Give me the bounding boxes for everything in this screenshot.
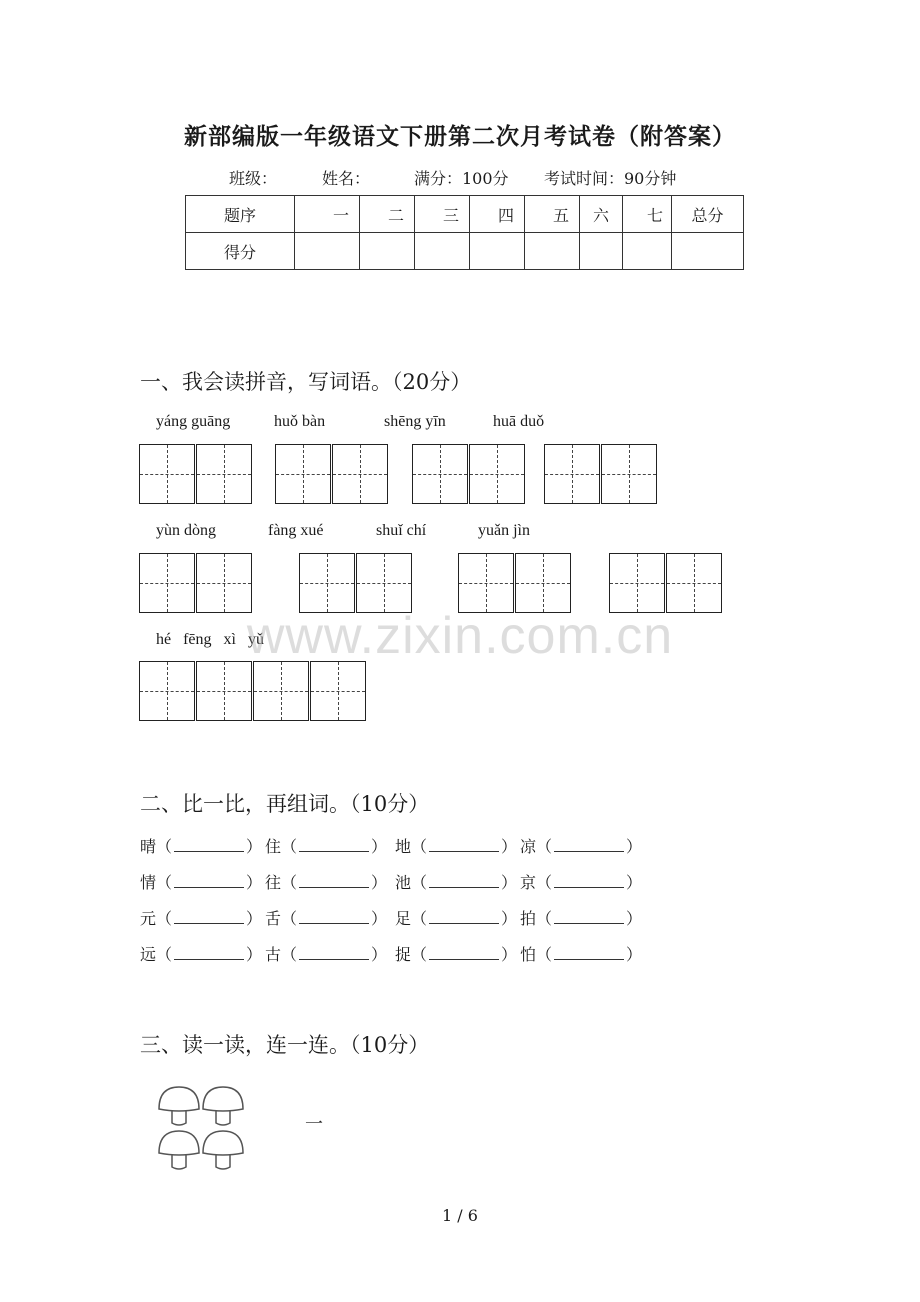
close-paren: ） [371, 873, 388, 892]
open-paren: （ [411, 909, 428, 928]
pinyin-label: huǒ bàn [274, 413, 326, 430]
compare-character: 晴 [140, 837, 157, 856]
score-header-cell: 五 [525, 196, 580, 233]
compare-item [395, 942, 517, 965]
number-character: 一 [305, 1114, 323, 1135]
writing-grid-box[interactable] [469, 444, 525, 504]
open-paren: （ [281, 945, 298, 964]
compare-item [140, 834, 262, 857]
open-paren: （ [281, 837, 298, 856]
writing-grid-box[interactable] [299, 553, 355, 613]
compare-item [520, 942, 642, 965]
pinyin-label: hé fēng xì yǔ [156, 631, 264, 648]
close-paren: ） [246, 945, 263, 964]
compare-character: 元 [140, 909, 157, 928]
open-paren: （ [411, 873, 428, 892]
score-header-cell: 六 [580, 196, 623, 233]
compare-item [395, 834, 517, 857]
answer-blank[interactable] [554, 909, 624, 924]
mushroom-group-image [155, 1083, 251, 1175]
compare-character: 足 [395, 909, 412, 928]
compare-item [520, 834, 642, 857]
pinyin-label: shuǐ chí [376, 522, 427, 539]
answer-blank[interactable] [299, 909, 369, 924]
close-paren: ） [501, 909, 518, 928]
close-paren: ） [501, 873, 518, 892]
close-paren: ） [246, 873, 263, 892]
compare-character: 凉 [520, 837, 537, 856]
score-row-label: 得分 [186, 233, 295, 270]
section1-heading: 一、我会读拼音，写词语。（20分） [140, 370, 472, 394]
writing-grid-box[interactable] [544, 444, 600, 504]
compare-character: 往 [265, 873, 282, 892]
answer-blank[interactable] [554, 837, 624, 852]
close-paren: ） [246, 909, 263, 928]
pinyin-label: shēng yīn [384, 413, 446, 430]
compare-item [140, 942, 262, 965]
score-header-cell: 一 [295, 196, 360, 233]
writing-grid-box[interactable] [139, 444, 195, 504]
close-paren: ） [501, 945, 518, 964]
answer-blank[interactable] [174, 873, 244, 888]
compare-item [265, 870, 387, 893]
open-paren: （ [411, 945, 428, 964]
compare-character: 古 [265, 945, 282, 964]
answer-blank[interactable] [429, 945, 499, 960]
answer-blank[interactable] [299, 945, 369, 960]
writing-grid-box[interactable] [139, 661, 195, 721]
score-header-cell: 题序 [186, 196, 295, 233]
score-cell[interactable] [295, 233, 360, 270]
score-header-cell: 四 [470, 196, 525, 233]
close-paren: ） [626, 945, 643, 964]
score-cell[interactable] [623, 233, 672, 270]
full-score: 满分：100分 [414, 169, 509, 188]
watermark: www.zixin.com.cn [246, 607, 674, 665]
writing-grid-box[interactable] [196, 444, 252, 504]
compare-item [265, 834, 387, 857]
section2-heading: 二、比一比，再组词。（10分） [140, 792, 430, 816]
pinyin-label: fàng xué [268, 522, 324, 539]
compare-character: 情 [140, 873, 157, 892]
answer-blank[interactable] [299, 873, 369, 888]
mushroom-icon [159, 1087, 199, 1125]
close-paren: ） [501, 837, 518, 856]
open-paren: （ [536, 837, 553, 856]
compare-item [520, 906, 642, 929]
score-header-cell: 二 [360, 196, 415, 233]
score-header-cell: 七 [623, 196, 672, 233]
mushroom-icon [203, 1131, 243, 1169]
close-paren: ） [626, 909, 643, 928]
writing-grid-box[interactable] [412, 444, 468, 504]
pinyin-label: yáng guāng [156, 413, 231, 430]
writing-grid-box[interactable] [139, 553, 195, 613]
compare-character: 池 [395, 873, 412, 892]
writing-grid-box[interactable] [196, 661, 252, 721]
score-cell[interactable] [525, 233, 580, 270]
open-paren: （ [156, 909, 173, 928]
score-table-score-row [186, 233, 744, 270]
compare-character: 京 [520, 873, 537, 892]
compare-item [520, 870, 642, 893]
open-paren: （ [156, 945, 173, 964]
answer-blank[interactable] [429, 837, 499, 852]
compare-character: 地 [395, 837, 412, 856]
compare-item [265, 942, 387, 965]
score-table [185, 195, 744, 270]
writing-grid-box[interactable] [310, 661, 366, 721]
writing-grid-box[interactable] [458, 553, 514, 613]
open-paren: （ [536, 909, 553, 928]
writing-grid-box[interactable] [515, 553, 571, 613]
answer-blank[interactable] [174, 909, 244, 924]
compare-item [140, 870, 262, 893]
score-cell[interactable] [672, 233, 744, 270]
close-paren: ） [626, 837, 643, 856]
score-cell[interactable] [415, 233, 470, 270]
page-number: 1 / 6 [442, 1206, 478, 1225]
compare-character: 拍 [520, 909, 537, 928]
writing-grid-box[interactable] [332, 444, 388, 504]
exam-title: 新部编版一年级语文下册第二次月考试卷（附答案） [184, 123, 736, 150]
open-paren: （ [411, 837, 428, 856]
open-paren: （ [536, 873, 553, 892]
writing-grid-box[interactable] [275, 444, 331, 504]
score-table-header-row [186, 196, 744, 233]
writing-grid-box[interactable] [196, 553, 252, 613]
compare-item [395, 870, 517, 893]
name-label: 姓名： [322, 169, 371, 188]
answer-blank[interactable] [429, 909, 499, 924]
close-paren: ） [371, 837, 388, 856]
writing-grid-box[interactable] [253, 661, 309, 721]
answer-blank[interactable] [174, 945, 244, 960]
answer-blank[interactable] [554, 945, 624, 960]
pinyin-label: huā duǒ [493, 413, 545, 430]
answer-blank[interactable] [429, 873, 499, 888]
close-paren: ） [246, 837, 263, 856]
score-header-cell: 总分 [672, 196, 744, 233]
pinyin-label: yuǎn jìn [478, 522, 530, 539]
compare-item [395, 906, 517, 929]
open-paren: （ [281, 873, 298, 892]
compare-character: 远 [140, 945, 157, 964]
writing-grid-box[interactable] [356, 553, 412, 613]
class-label: 班级： [229, 169, 278, 188]
score-header-cell: 三 [415, 196, 470, 233]
score-cell[interactable] [360, 233, 415, 270]
section3-heading: 三、读一读，连一连。（10分） [140, 1033, 430, 1057]
score-cell[interactable] [580, 233, 623, 270]
close-paren: ） [371, 909, 388, 928]
compare-character: 捉 [395, 945, 412, 964]
writing-grid-box[interactable] [666, 553, 722, 613]
mushroom-icon [159, 1131, 199, 1169]
exam-time: 考试时间：90分钟 [544, 169, 677, 188]
pinyin-label: yùn dòng [156, 522, 216, 539]
answer-blank[interactable] [174, 837, 244, 852]
open-paren: （ [156, 873, 173, 892]
answer-blank[interactable] [299, 837, 369, 852]
compare-item [265, 906, 387, 929]
answer-blank[interactable] [554, 873, 624, 888]
close-paren: ） [371, 945, 388, 964]
open-paren: （ [281, 909, 298, 928]
close-paren: ） [626, 873, 643, 892]
open-paren: （ [156, 837, 173, 856]
compare-character: 舌 [265, 909, 282, 928]
writing-grid-box[interactable] [609, 553, 665, 613]
open-paren: （ [536, 945, 553, 964]
compare-item [140, 906, 262, 929]
score-cell[interactable] [470, 233, 525, 270]
compare-character: 住 [265, 837, 282, 856]
compare-character: 怕 [520, 945, 537, 964]
writing-grid-box[interactable] [601, 444, 657, 504]
mushroom-icon [203, 1087, 243, 1125]
